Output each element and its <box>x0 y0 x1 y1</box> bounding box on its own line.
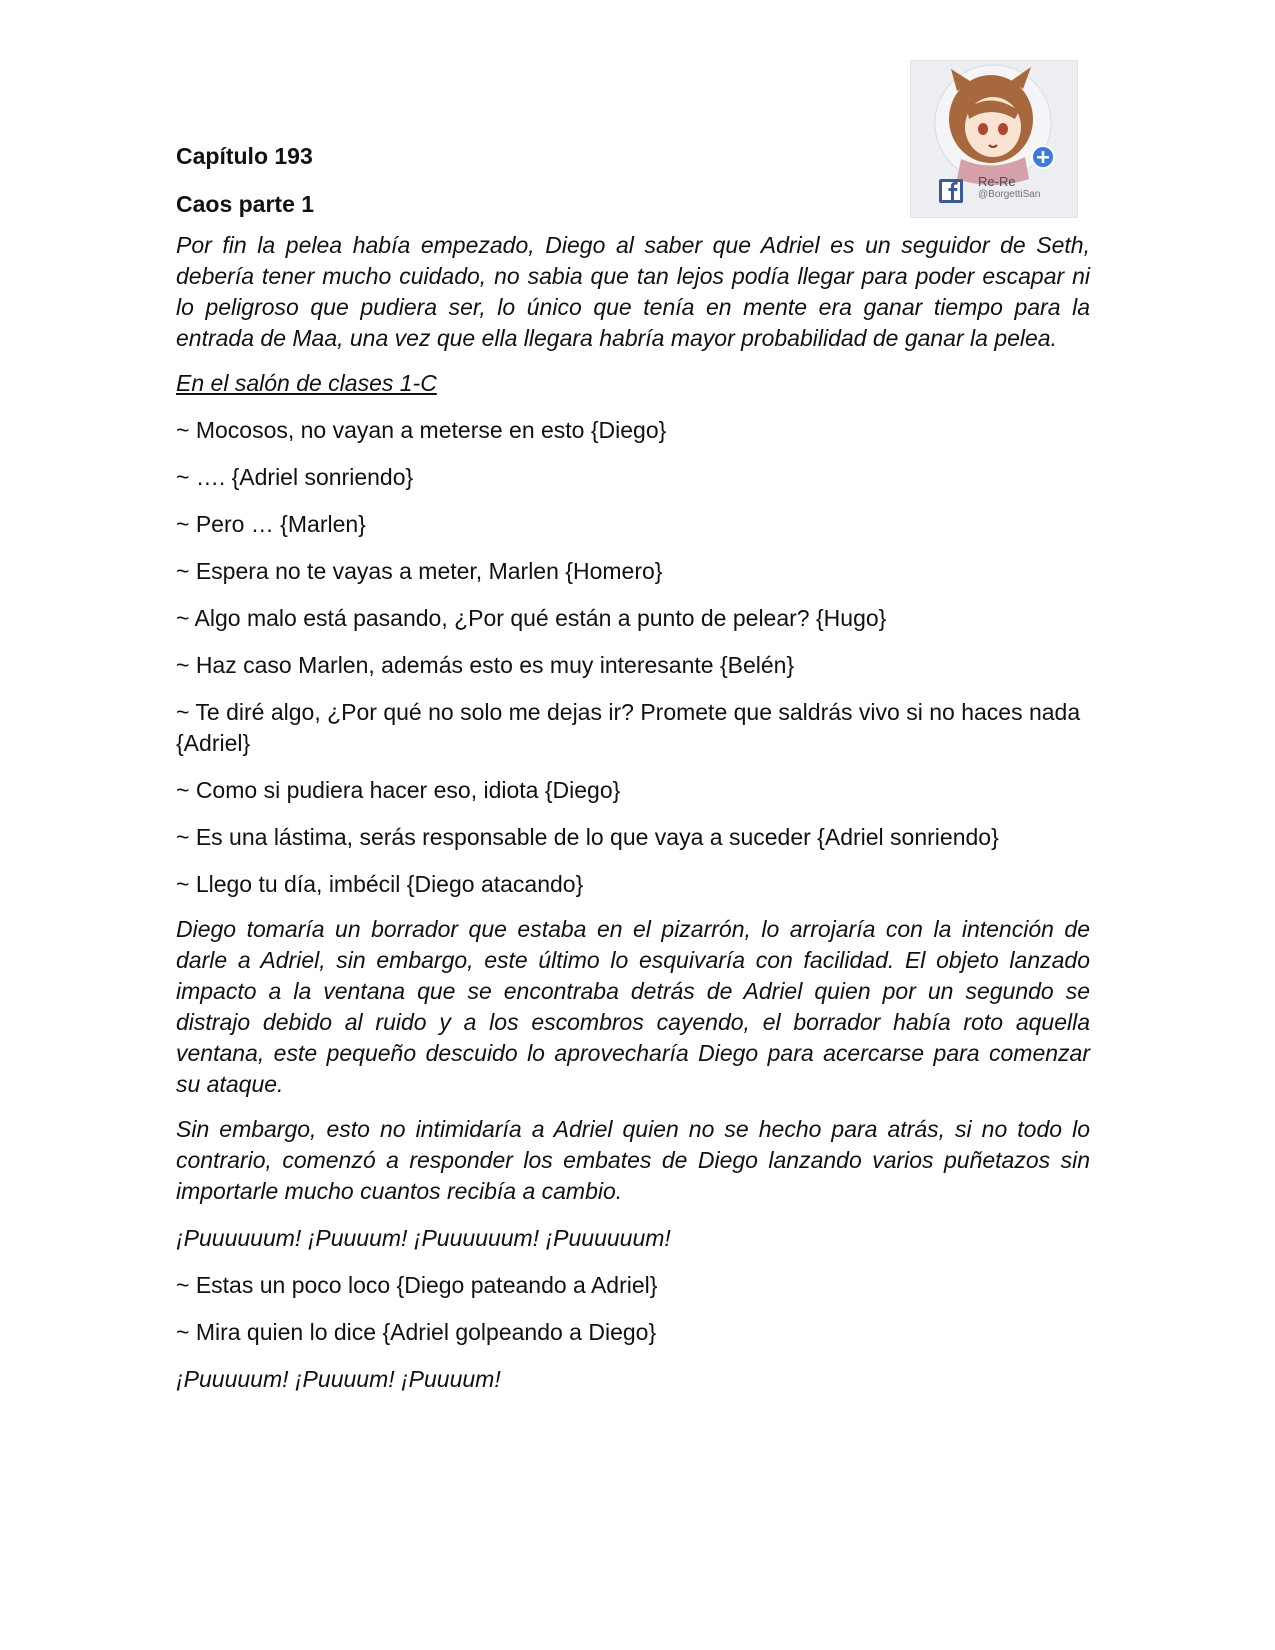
dialogue-line: ~ Es una lástima, serás responsable de lo que vaya a suceder {Adriel sonriendo} <box>176 824 999 850</box>
dialogue-line: ~ Mocosos, no vayan a meterse en esto {Diego} <box>176 417 667 443</box>
dialogue-line: ~ Llego tu día, imbécil {Diego atacando} <box>176 871 584 897</box>
dialogue-line: ~ Espera no te vayas a meter, Marlen {Homero} <box>176 558 663 584</box>
author-handle: @BorgettiSan <box>978 189 1041 200</box>
dialogue-line: ~ Como si pudiera hacer eso, idiota {Diego} <box>176 777 621 803</box>
document-body <box>176 140 1090 1395</box>
intro-paragraph: Por fin la pelea había empezado, Diego al saber que Adriel es un seguidor de Seth, debería tener mucho cuidado, no sabia que tan lejos podía llegar para poder escapar ni lo peligroso que pudiera ser, lo único que tenía en mente era ganar tiempo para la entrada de Maa, una vez que ella llegara habría mayor probabilidad de ganar la pelea. <box>176 232 1090 351</box>
dialogue-line: ~ Estas un poco loco {Diego pateando a Adriel} <box>176 1272 658 1298</box>
narration-paragraph: Sin embargo, esto no intimidaría a Adriel quien no se hecho para atrás, si no todo lo contrario, comenzó a responder los embates de Diego lanzando varios puñetazos sin importarle mucho cuantos recibía a cambio. <box>176 1116 1090 1204</box>
sound-effect: ¡Puuuuum! ¡Puuuum! ¡Puuuum! <box>176 1366 501 1392</box>
narration-paragraph: Diego tomaría un borrador que estaba en el pizarrón, lo arrojaría con la intención de darle a Adriel, sin embargo, este último lo esquivaría con facilidad. El objeto lanzado impacto a la ventana que se encontraba detrás de Adriel quien por un segundo se distrajo debido al ruido y a los escombros cayendo, el borrador había roto aquella ventana, este pequeño descuido lo aprovecharía Diego para acercarse para comenzar su ataque. <box>176 916 1090 1097</box>
dialogue-line: ~ Haz caso Marlen, además esto es muy interesante {Belén} <box>176 652 795 678</box>
dialogue-line: ~ …. {Adriel sonriendo} <box>176 464 414 490</box>
dialogue-line: ~ Mira quien lo dice {Adriel golpeando a Diego} <box>176 1319 657 1345</box>
author-name: Re-Re <box>978 174 1016 189</box>
dialogue-line: ~ Algo malo está pasando, ¿Por qué están a punto de pelear? {Hugo} <box>176 605 887 631</box>
dialogue-line: ~ Te diré algo, ¿Por qué no solo me dejas ir? Promete que saldrás vivo si no haces nada {Adriel} <box>176 699 1081 756</box>
scene-heading: En el salón de clases 1-C <box>176 370 437 396</box>
sound-effect: ¡Puuuuuum! ¡Puuuum! ¡Puuuuuum! ¡Puuuuuum! <box>176 1225 671 1251</box>
dialogue-line: ~ Pero … {Marlen} <box>176 511 366 537</box>
chapter-subtitle: Caos parte 1 <box>176 191 315 217</box>
chapter-title: Capítulo 193 <box>176 143 313 169</box>
